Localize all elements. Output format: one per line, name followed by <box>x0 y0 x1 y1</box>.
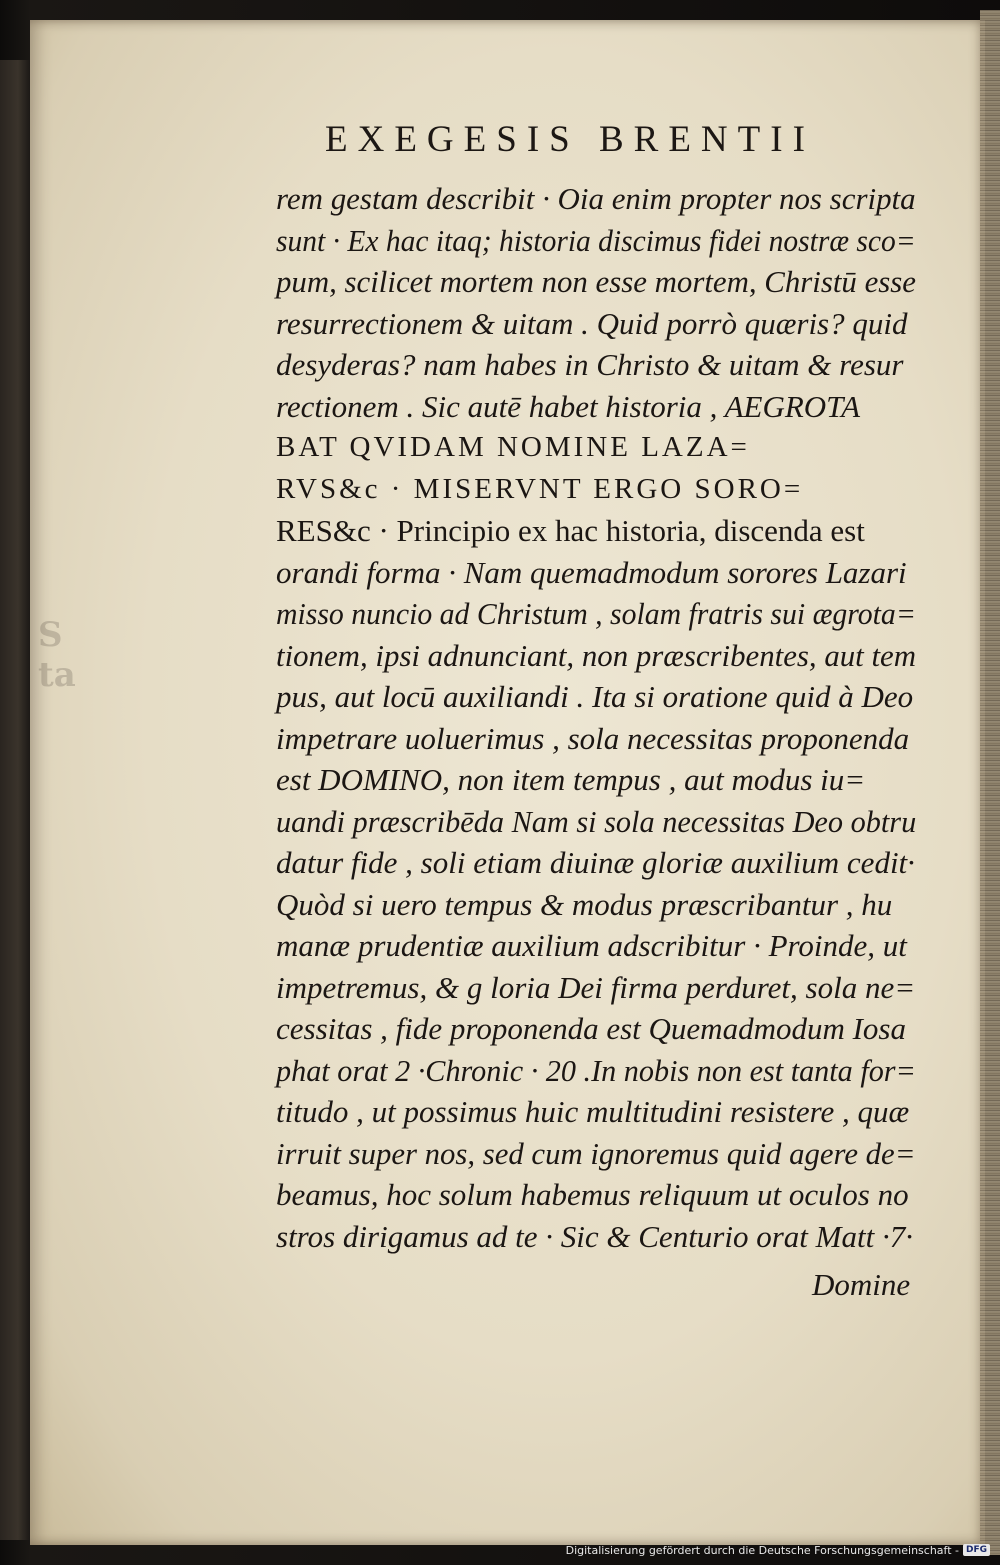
text-line: RES&c · Principio ex hac historia, discenda est <box>276 513 865 548</box>
text-line: rem gestam describit · Oia enim propter nos scripta <box>276 181 916 216</box>
text-line: manæ prudentiæ auxilium adscribitur · Proinde, ut <box>276 928 907 963</box>
text-line: tionem, ipsi adnunciant, non præscribentes, aut tem <box>276 637 917 673</box>
text-line: cessitas , fide proponenda est Quemadmodum Iosa <box>276 1011 906 1046</box>
text-line: phat orat 2 ·Chronic · 20 .In nobis non est tanta for= <box>276 1052 916 1088</box>
text-line: uandi præscribēda Nam si sola necessitas Deo obtru <box>276 803 917 839</box>
credit-text: Digitalisierung gefördert durch die Deutsche Forschungsgemeinschaft - <box>565 1543 959 1557</box>
facing-page-edge <box>0 60 30 1540</box>
text-line: pum, scilicet mortem non esse mortem, Christū esse <box>276 264 916 299</box>
text-line: pus, aut locū auxiliandi . Ita si oratione quid à Deo <box>276 679 914 714</box>
facing-page-bleed-text: ta <box>38 655 76 695</box>
page-fore-edge <box>980 10 1000 1555</box>
text-line: BAT QVIDAM NOMINE LAZA= <box>276 431 750 463</box>
text-line: beamus, hoc solum habemus reliquum ut oculos no <box>276 1177 909 1212</box>
dfg-logo: DFG <box>963 1544 990 1556</box>
running-head: EXEGESIS BRENTII <box>325 119 815 160</box>
digitization-credit <box>566 1540 990 1560</box>
text-line: impetrare uoluerimus , sola necessitas proponenda <box>276 720 910 756</box>
text-line: resurrectionem & uitam . Quid porrò quæris? quid <box>276 305 908 341</box>
text-line: irruit super nos, sed cum ignoremus quid agere de= <box>276 1135 916 1171</box>
text-line: rectionem . Sic autē habet historia , AEGROTA <box>276 388 861 424</box>
text-line: orandi forma · Nam quemadmodum sorores Lazari <box>276 554 907 590</box>
text-line: datur fide , soli etiam diuinæ gloriæ auxilium cedit· <box>276 845 915 880</box>
text-line: titudo , ut possimus huic multitudini resistere , quæ <box>276 1094 910 1129</box>
text-line: desyderas? nam habes in Christo & uitam & resur <box>276 347 904 382</box>
text-line: RVS&c · MISERVNT ERGO SORO= <box>276 472 804 505</box>
catchword: Domine <box>812 1267 911 1302</box>
text-block <box>276 178 916 1257</box>
facing-page-bleed-text: S <box>38 615 63 655</box>
text-line: misso nuncio ad Christum , solam fratris sui ægrota= <box>276 596 916 631</box>
text-line: sunt · Ex hac itaq; historia discimus fidei nostræ sco= <box>276 222 916 258</box>
text-line: est DOMINO, non item tempus , aut modus iu= <box>276 762 866 797</box>
text-line: stros dirigamus ad te · Sic & Centurio orat Matt ·7· <box>276 1218 913 1254</box>
text-line: Quòd si uero tempus & modus præscribantur , hu <box>276 886 893 922</box>
text-line: impetremus, & g loria Dei firma perduret, sola ne= <box>276 969 916 1005</box>
